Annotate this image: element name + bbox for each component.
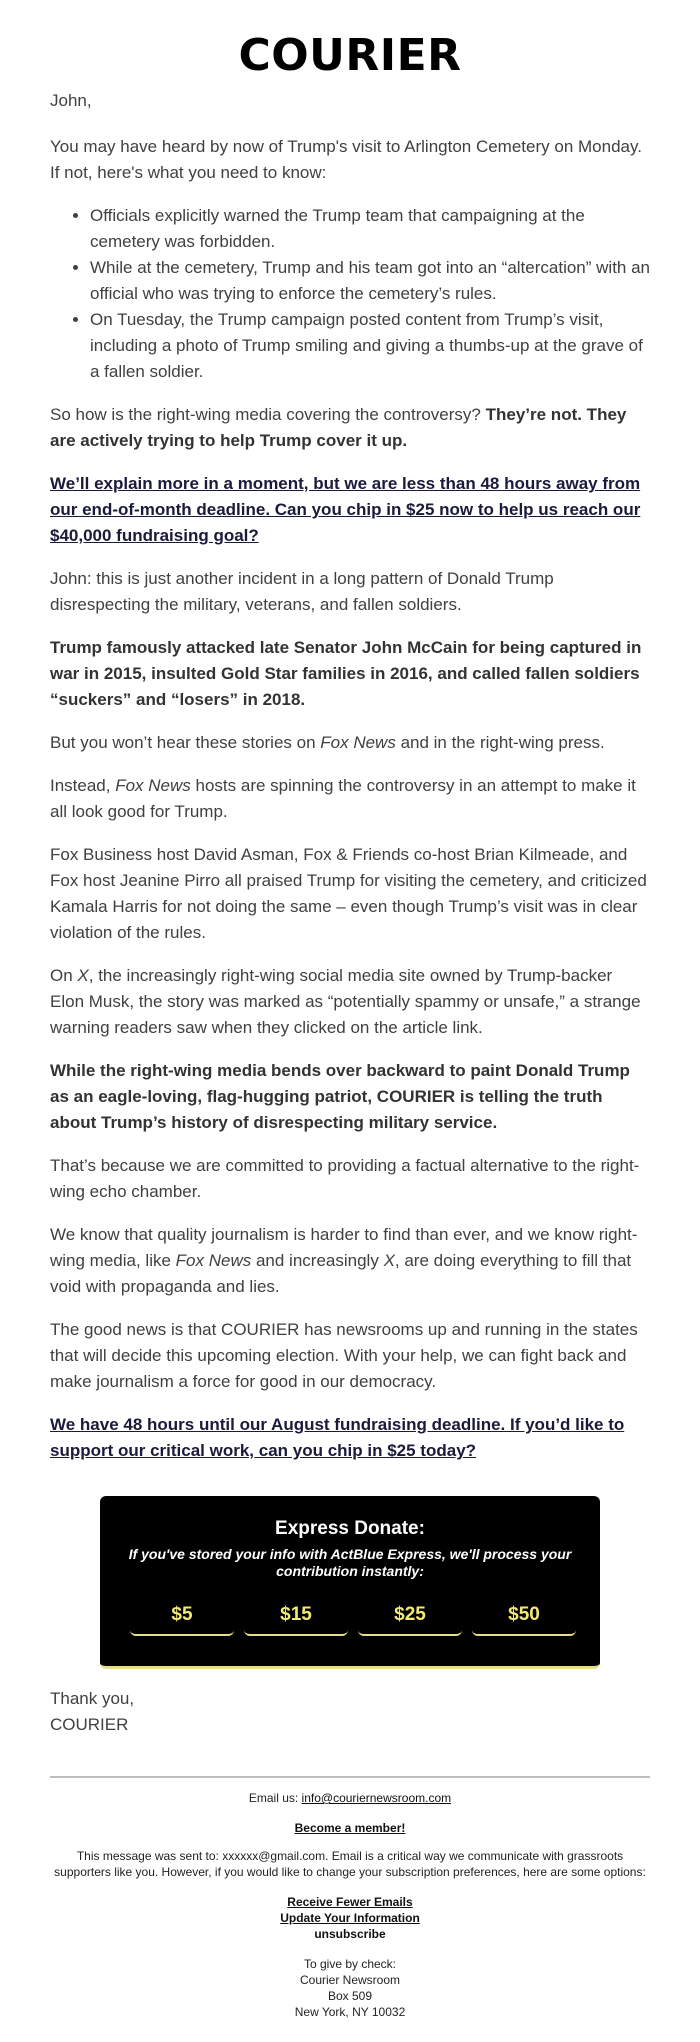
- good-news-paragraph: The good news is that COURIER has newsrooms up and running in the states that will decide this upcoming election. With your help, we can fight back and make journalism a force for good in our democracy.: [50, 1320, 638, 1391]
- alternative-paragraph: That’s because we are committed to providing a factual alternative to the right-wing echo chamber.: [50, 1156, 640, 1201]
- cta-paragraph-1: [50, 471, 650, 549]
- list-item: • Officials explicitly warned the Trump team that campaigning at the cemetery was forbidden.: [90, 203, 650, 255]
- donate-5-button[interactable]: $5: [130, 1598, 234, 1636]
- address-line-2: Box 509: [327, 1989, 373, 2003]
- media-answer: They’re not. They are actively trying to help Trump cover it up.: [50, 405, 627, 450]
- text-segment: hosts are spinning the controversy in an attempt to make it all look good for Trump.: [50, 776, 636, 821]
- text-segment: But you won’t hear these stories on: [50, 733, 321, 752]
- footer-member-row: [50, 1820, 650, 1836]
- truth-paragraph: While the right-wing media bends over backward to paint Donald Trump as an eagle-loving, flag-hugging patriot, COURIER is telling the truth about Trump’s history of disrespecting military service.: [50, 1061, 630, 1132]
- email-label: Email us:: [248, 1791, 302, 1805]
- signoff-name: COURIER: [50, 1715, 129, 1734]
- email-footer: [50, 1790, 650, 2020]
- pattern-paragraph: John: this is just another incident in a long pattern of Donald Trump disrespecting the military, veterans, and fallen soldiers.: [50, 569, 554, 614]
- x-paragraph: [50, 963, 650, 1041]
- quality-paragraph: [50, 1222, 650, 1300]
- donate-25-button[interactable]: $25: [358, 1598, 462, 1636]
- hosts-paragraph: Fox Business host David Asman, Fox & Friends co-host Brian Kilmeade, and Fox host Jeanine Pirro all praised Trump for visiting the cemetery, and criticized Kamala Harris for not doing the same – even though Trump’s visit was in clear violation of the rules.: [50, 845, 647, 942]
- list-item: • On Tuesday, the Trump campaign posted content from Trump’s visit, including a photo of Trump smiling and giving a thumbs-up at the grave of a fallen soldier.: [90, 307, 650, 385]
- donate-50-button[interactable]: $50: [472, 1598, 576, 1636]
- list-item: • While at the cemetery, Trump and his team got into an “altercation” with an official who was trying to enforce the cemetery’s rules.: [90, 255, 650, 307]
- text-segment: Instead,: [50, 776, 116, 795]
- update-information-link[interactable]: Update Your Information: [280, 1911, 420, 1925]
- footer-sent-to: This message was sent to: xxxxxx@gmail.com. Email is a critical way we communicate with grassroots supporters like you. However, if you would like to change your subscription preferences, here are some options:: [54, 1849, 646, 1879]
- mccain-paragraph: Trump famously attacked late Senator John McCain for being captured in war in 2015, insulted Gold Star families in 2016, and called fallen soldiers “suckers” and “losers” in 2018.: [50, 638, 642, 709]
- text-segment: , are doing everything to fill that void with propaganda and lies.: [50, 1251, 632, 1296]
- cta-paragraph-2: [50, 1412, 650, 1464]
- donate-15-button[interactable]: $15: [244, 1598, 348, 1636]
- signoff-thanks: Thank you,: [50, 1689, 135, 1708]
- footer-unsub-row: [50, 1926, 650, 1942]
- fox-news-italic: Fox News: [320, 733, 396, 752]
- x-italic: X: [77, 966, 89, 985]
- express-donate-panel: [100, 1496, 600, 1669]
- instead-paragraph: [50, 773, 650, 825]
- wont-hear-paragraph: [50, 730, 650, 756]
- address-line-1: Courier Newsroom: [299, 1973, 401, 1987]
- receive-fewer-emails-link[interactable]: Receive Fewer Emails: [287, 1895, 413, 1909]
- donate-amounts: [130, 1598, 576, 1636]
- contact-email-link[interactable]: info@couriernewsroom.com: [301, 1791, 452, 1805]
- text-segment: We know that quality journalism is harder to find than ever, and we know right-wing media, like: [50, 1225, 638, 1270]
- intro-paragraph: You may have heard by now of Trump's visit to Arlington Cemetery on Monday. If not, here's what you need to know:: [50, 137, 642, 182]
- address-line-3: New York, NY 10032: [294, 2005, 406, 2019]
- text-segment: and increasingly: [251, 1251, 384, 1270]
- become-member-link[interactable]: Become a member!: [294, 1821, 406, 1835]
- key-facts-list: [50, 203, 650, 385]
- unsubscribe-link[interactable]: unsubscribe: [314, 1927, 386, 1941]
- x-italic: X: [383, 1251, 395, 1270]
- donate-link-2[interactable]: We have 48 hours until our August fundraising deadline. If you’d like to support our critical work, can you chip in $25 today?: [50, 1415, 625, 1460]
- text-segment: and in the right-wing press.: [395, 733, 605, 752]
- greeting: John,: [50, 91, 92, 110]
- check-label: To give by check:: [303, 1957, 397, 1971]
- footer-email-row: [50, 1790, 650, 1806]
- express-donate-subtitle: If you've stored your info with ActBlue Express, we'll process your contribution instantly:: [128, 1546, 572, 1579]
- footer-update-row: [50, 1910, 650, 1926]
- signoff: [50, 1686, 650, 1738]
- email-body: [50, 88, 650, 1481]
- media-coverage-paragraph: [50, 402, 650, 454]
- courier-logo: COURIER: [238, 30, 462, 81]
- text-segment: On: [50, 966, 78, 985]
- fox-news-italic: Fox News: [175, 1251, 252, 1270]
- fox-news-italic: Fox News: [115, 776, 191, 795]
- express-donate-title: Express Donate:: [275, 1518, 425, 1539]
- footer-divider: [50, 1776, 650, 1778]
- footer-fewer-row: [50, 1894, 650, 1910]
- media-question: So how is the right-wing media covering the controversy?: [50, 405, 486, 424]
- donate-link-1[interactable]: We’ll explain more in a moment, but we are less than 48 hours away from our end-of-month deadline. Can you chip in $25 now to help us reach our $40,000 fundraising goal?: [50, 474, 641, 545]
- text-segment: , the increasingly right-wing social media site owned by Trump-backer Elon Musk, the story was marked as “potentially spammy or unsafe,” a strange warning readers saw when they clicked on the article link.: [50, 966, 641, 1037]
